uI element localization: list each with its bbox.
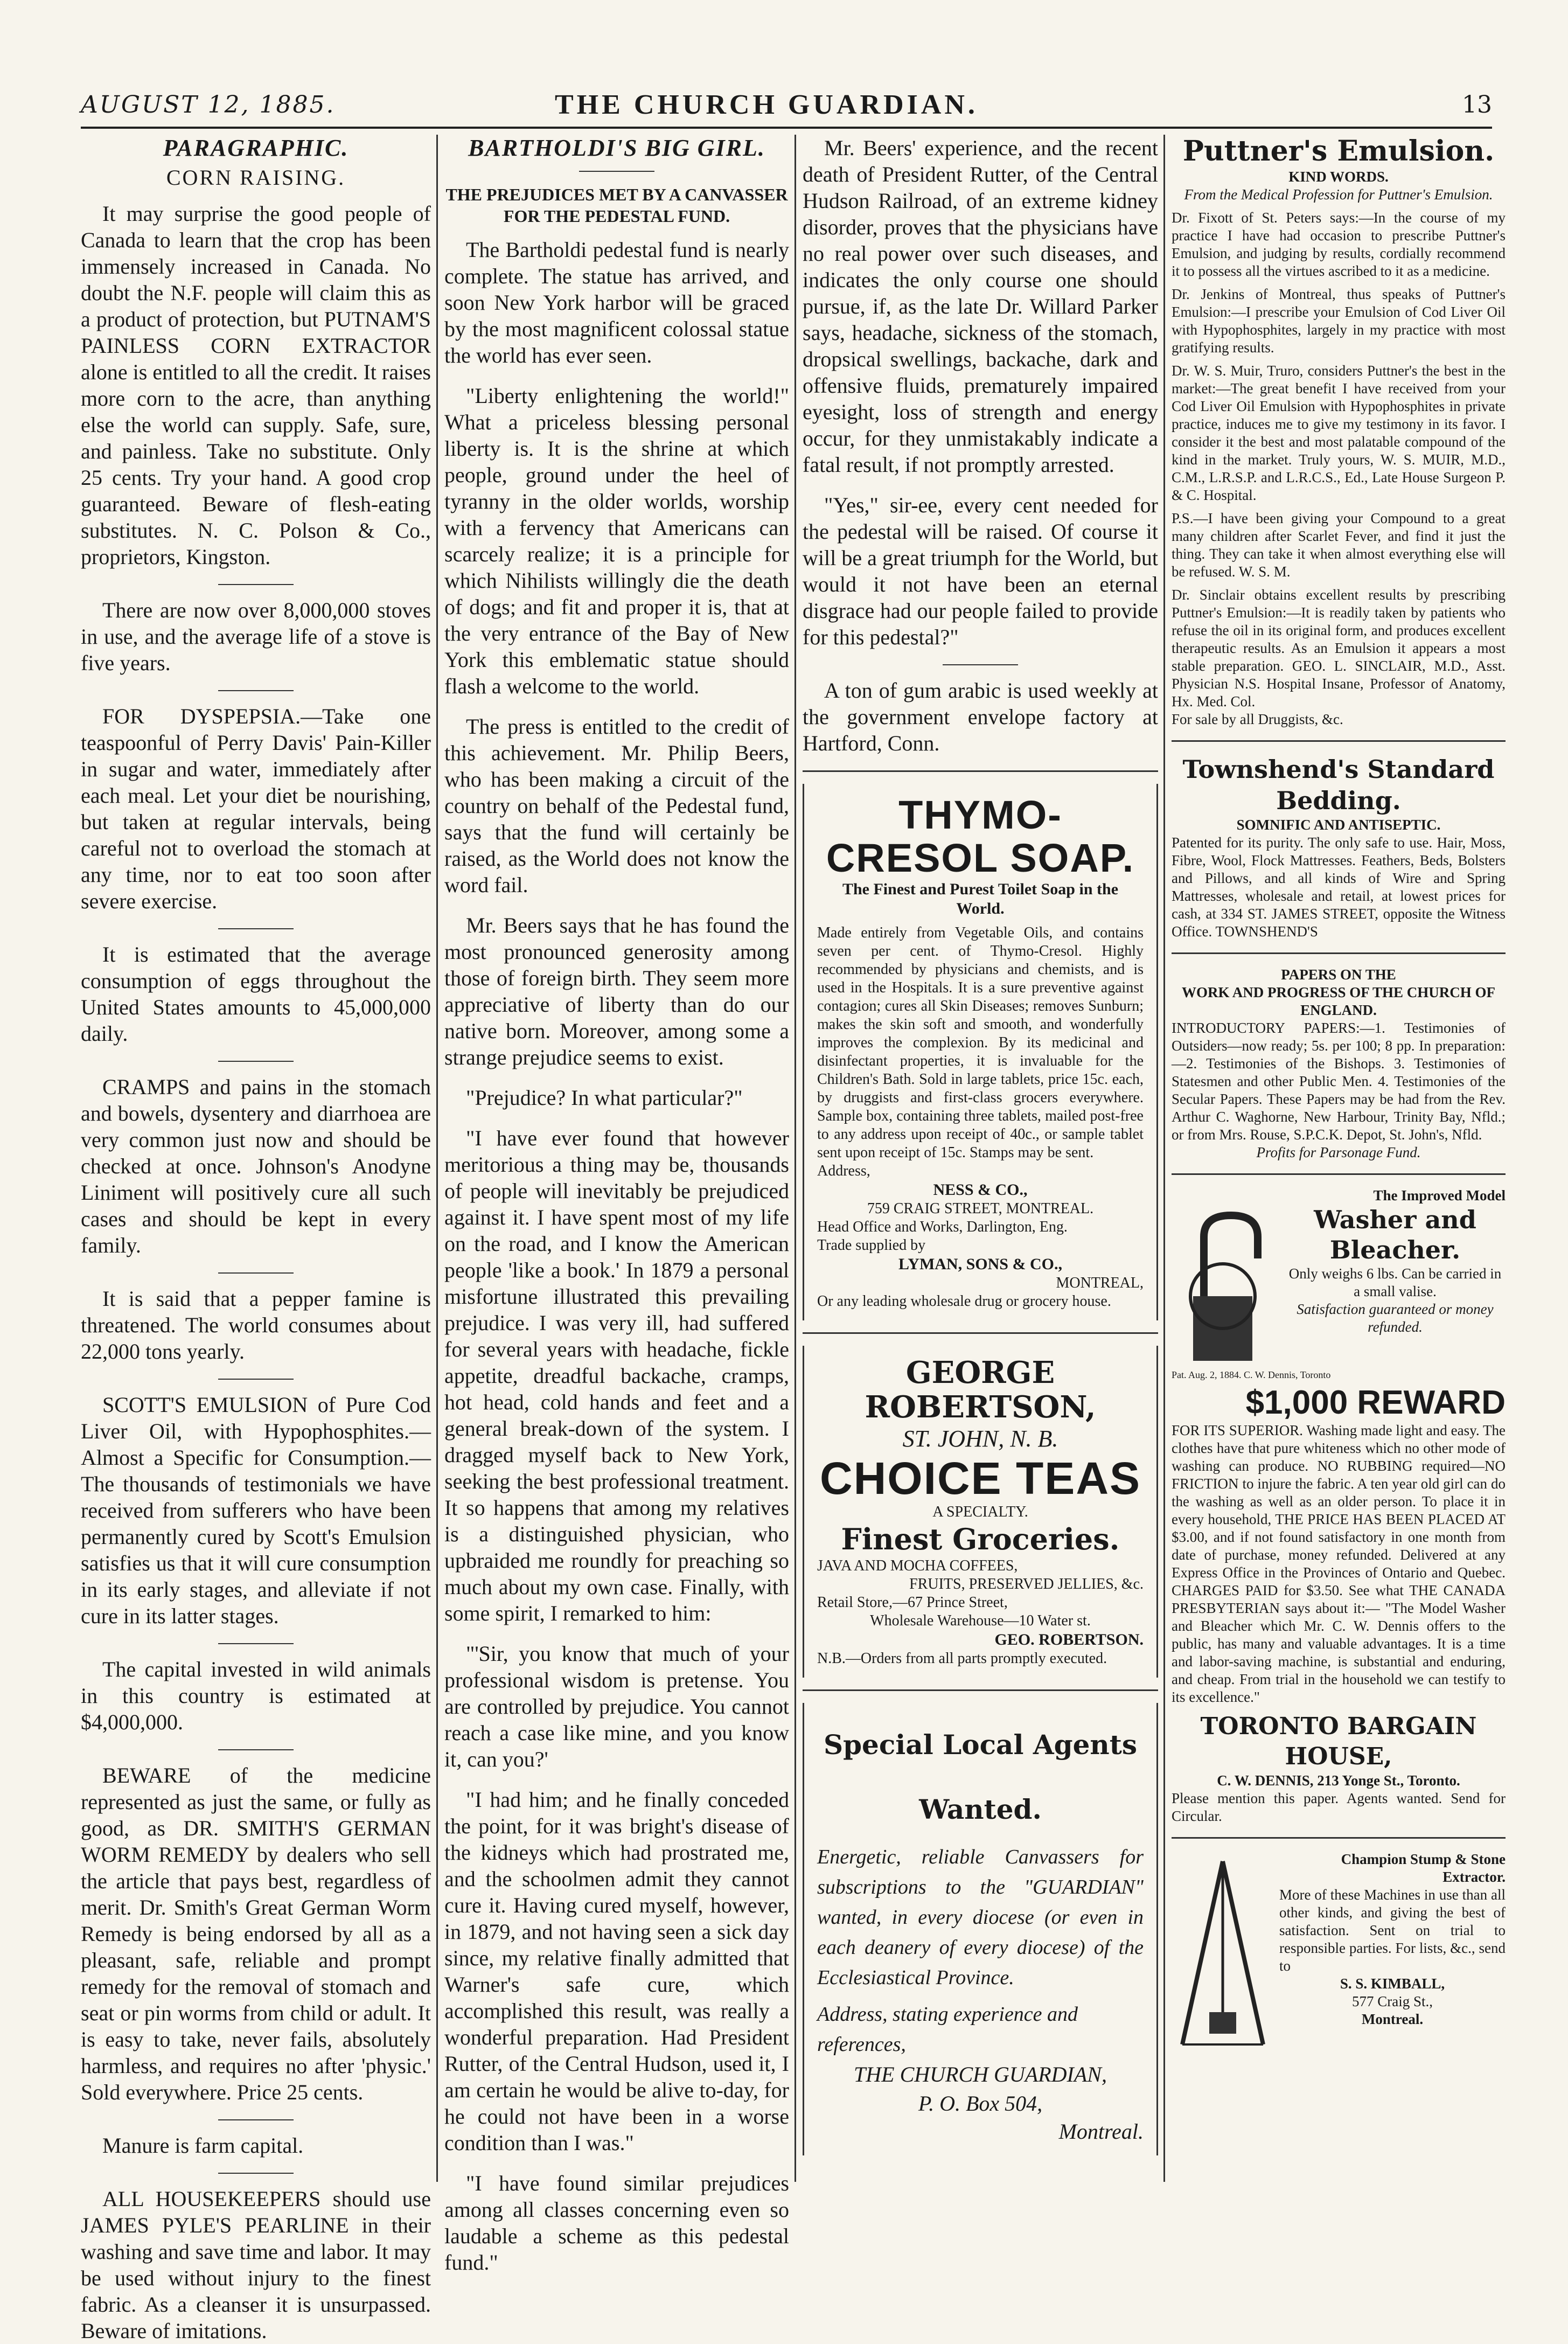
- paragraph: BEWARE of the medicine represented as just the same, or fully as good, as DR. SMITH'S GERMAN WORM REMEDY by dealers who sell the article that pays best, regardless of merit. Dr. Smith's Great German Worm Remedy is being endorsed by all as a pleasant, safe, reliable and prompt remedy for the removal of stomach and seat or pin worms from child or adult. It is easy to take, never fails, absolutely harmless, and requires no after 'physic.' Sold everywhere. Price 25 cents.: [81, 1763, 431, 2104]
- ad-title: Champion Stump & Stone Extractor.: [1341, 1851, 1506, 1885]
- separator: [218, 2173, 294, 2174]
- townshend-ad: [1172, 754, 1506, 941]
- ad-title: GEORGE ROBERTSON,: [865, 1355, 1096, 1425]
- robertson-ad: [803, 1346, 1158, 1678]
- ad-address: 759 CRAIG STREET, MONTREAL.: [867, 1200, 1094, 1217]
- separator: [218, 690, 294, 691]
- article-subheading: THE PREJUDICES MET BY A CANVASSER FOR THE PEDESTAL FUND.: [445, 185, 788, 226]
- ad-rule: [803, 1332, 1158, 1334]
- ad-title: Townshend's Standard Bedding.: [1182, 755, 1495, 815]
- ad-city: Montreal.: [1058, 2119, 1144, 2144]
- paragraph: Mr. Beers' experience, and the recent death of President Rutter, of the Central Hudson Railroad, of an extreme kidney disorder, proves that the physicians have no real power over such diseases, and indicates the only course one should pursue, if, as the late Dr. Willard Parker says, headache, sickness of the stomach, dropsical swellings, backache, dark and offensive fluids, prematurely impaired eyesight, loss of strength and energy occur, for they unmistakably indicate a fatal result, if not promptly arrested.: [803, 136, 1158, 477]
- ad-body: More of these Machines in use than all other kinds, and giving the best of satisfaction. Sent on trial to responsible parties. For lists, &c., send to: [1279, 1887, 1506, 1974]
- newspaper-title: THE CHURCH GUARDIAN.: [555, 89, 978, 120]
- ad-reward: $1,000 REWARD: [1245, 1384, 1506, 1421]
- separator: [218, 928, 294, 929]
- ad-address-label: Address,: [817, 1163, 870, 1179]
- article-heading: BARTHOLDI'S BIG GIRL.: [468, 135, 765, 161]
- ad-address: Address, stating experience and references,: [817, 2003, 1078, 2056]
- separator: [218, 1643, 294, 1644]
- ad-body: Energetic, reliable Canvassers for subscriptions to the "GUARDIAN" wanted, in every diocese (or even in each deanery of every diocese) of the Ecclesiastical Province.: [817, 1846, 1144, 1989]
- ad-firm: LYMAN, SONS & CO.,: [898, 1255, 1062, 1273]
- paragraph: "Liberty enlightening the world!" What a priceless blessing personal liberty is. It is the shrine at which people, ground under the heel of tyranny in the older worlds, worship with a fervency that Americans can scarcely realize; it is a principle for which Nihilists willingly die the death of dogs; and fit and proper it is, that at the very entrance of the Bay of New York this emblematic statue should flash a welcome to the world.: [444, 384, 789, 698]
- paragraph: The Bartholdi pedestal fund is nearly complete. The statue has arrived, and soon New York harbor will be graced by the most magnificent colossal statue the world has ever seen.: [444, 238, 789, 367]
- ad-line: Retail Store,—67 Prince Street,: [817, 1594, 1008, 1611]
- testimonial: P.S.—I have been giving your Compound to a great many children after Scarlet Fever, and find it just the thing. They can take it when almost everything else will be refused. W. S. M.: [1172, 510, 1506, 580]
- paragraph: A ton of gum arabic is used weekly at the government envelope factory at Hartford, Conn.: [803, 678, 1158, 755]
- ad-note: Please mention this paper. Agents wanted. Send for Circular.: [1172, 1790, 1506, 1824]
- paragraph: Manure is farm capital.: [102, 2133, 304, 2158]
- testimonial: Dr. W. S. Muir, Truro, considers Puttner's the best in the market:—The great benefit I have received from your Cod Liver Oil Emulsion with Hypophosphites in private practice, induces me to give my testimony in its favor. I consider it the best and most palatable compound of the kind in the market. Truly yours, W. S. MUIR, M.D., C.M., L.R.S.P. and L.R.C.S., Ed., Late House Surgeon P. & C. Hospital.: [1172, 363, 1506, 503]
- ad-specialty: A SPECIALTY.: [932, 1504, 1028, 1520]
- paragraph: The capital invested in wild animals in this country is estimated at $4,000,000.: [81, 1657, 431, 1734]
- ad-rule: [803, 1689, 1158, 1691]
- ad-sale: For sale by all Druggists, &c.: [1172, 711, 1343, 727]
- ad-place: ST. JOHN, N. B.: [902, 1425, 1058, 1452]
- separator: [218, 1272, 294, 1274]
- page-number: 13: [1462, 91, 1492, 119]
- ad-title: Puttner's Emulsion.: [1182, 135, 1495, 168]
- ad-title: PAPERS ON THE: [1281, 966, 1396, 983]
- ad-city: MONTREAL,: [1056, 1275, 1144, 1291]
- papers-ad: [1172, 966, 1506, 1161]
- column-divider: [436, 135, 438, 2182]
- stump-extractor-ad: [1172, 1851, 1506, 2055]
- ad-trade: Trade supplied by: [817, 1237, 926, 1254]
- separator: [579, 171, 654, 172]
- ad-subtitle: WORK AND PROGRESS OF THE CHURCH OF ENGLAND.: [1181, 984, 1496, 1018]
- separator: [218, 584, 294, 585]
- washer-ad: [1172, 1187, 1506, 1825]
- ad-rule: [1172, 740, 1506, 742]
- ad-title: The Improved Model: [1373, 1187, 1506, 1204]
- separator: [218, 1749, 294, 1750]
- testimonial: Dr. Sinclair obtains excellent results by prescribing Puttner's Emulsion:—It is readily taken by patients who refuse the oil in its original form, and produces excellent therapeutic results. As an Emulsion it appears a most stable preparation. GEO. L. SINCLAIR, M.D., Asst. Physician N.S. Hospital Insane, Professor of Anatomy, Hx. Med. Col.: [1172, 587, 1506, 710]
- paragraph: It is said that a pepper famine is threatened. The world consumes about 22,000 tons yearly.: [81, 1286, 431, 1364]
- article-subheading: CORN RAISING.: [166, 165, 346, 190]
- ad-city: Montreal.: [1361, 2011, 1424, 2027]
- column-advertisements-right: [1172, 135, 1506, 2176]
- ad-body: Made entirely from Vegetable Oils, and contains seven per cent. of Thymo-Cresol. Highly recommended by physicians and chemists, and is used in the Hospitals. It is a sure preventive against contagion; cures all Skin Diseases; removes Sunburn; makes the skin soft and smooth, and wonderfully improves the complexion. By its medicinal and disinfectant properties, it is invaluable for the Children's Bath. Sold in large tablets, price 15c. each, by druggists and first-class grocers everywhere. Sample box, containing three tablets, mailed post-free to any address upon receipt of 40c., or sample tablet sent upon receipt of 15c. Stamps may be sent.: [817, 924, 1144, 1161]
- ad-headline: CHOICE TEAS: [819, 1453, 1141, 1504]
- paragraph: "I had him; and he finally conceded the point, for it was bright's disease of the kidneys which had prostrated me, and the schoolmen admit they cannot cure it. Having cured myself, however, in 1879, and not having seen a sick day since, my relative finally admitted that Warner's safe cure, which accomplished this result, was really a wonderful preparation. Had President Rutter, of the Central Hudson, used it, I am certain he would be alive to-day, for he could not have been in a worse condition than I was.": [444, 1787, 789, 2155]
- ad-body: Patented for its purity. The only safe to use. Hair, Moss, Fibre, Wool, Flock Mattresses. Feathers, Beds, Bolsters and Pillows, and all kinds of Wire and Spring Mattresses, wholesale and retail, at lowest prices for cash, at 334 ST. JAMES STREET, opposite the Witness Office. TOWNSHEND'S: [1172, 834, 1506, 940]
- paragraph: ALL HOUSEKEEPERS should use JAMES PYLE'S PEARLINE in their washing and save time and labor. It may be used without injury to the finest fabric. As a cleanser it is unsurpassed. Beware of imitations.: [81, 2187, 431, 2343]
- ad-tagline: The Finest and Purest Toilet Soap in the World.: [842, 880, 1119, 917]
- paragraph: "I have ever found that however meritorious a thing may be, thousands of people will inevitably be prejudiced against it. I have spent most of my life on the road, and I know the American people 'like a book.' In 1879 a personal misfortune illustrated this prevailing prejudice. I was very ill, had suffered for several years with headache, fickle appetite, dreadful backache, cramps, hot head, cold hands and feet and a general break-down of the system. I dragged myself back to New York, seeking the best professional treatment. It so happens that among my relatives is a distinguished physician, who upbraided me roundly for preaching so much about my own case. Finally, with some spirit, I remarked to him:: [444, 1126, 789, 1625]
- ad-paper: THE CHURCH GUARDIAN,: [854, 2062, 1107, 2086]
- ad-rule: [803, 770, 1158, 772]
- agents-wanted-ad: [803, 1703, 1158, 2155]
- puttner-ad: [1172, 135, 1506, 728]
- ad-subtitle: SOMNIFIC AND ANTISEPTIC.: [1236, 817, 1441, 833]
- ad-firm: NESS & CO.,: [933, 1181, 1028, 1199]
- ad-line: Wholesale Warehouse—10 Water st.: [870, 1612, 1091, 1629]
- column-bartholdi: [444, 135, 789, 2275]
- separator: [218, 2119, 294, 2120]
- ad-store: TORONTO BARGAIN HOUSE,: [1200, 1713, 1477, 1770]
- ad-rule: [1172, 952, 1506, 954]
- paragraph: "Yes," sir-ee, every cent needed for the pedestal will be raised. Of course it will be a great triumph for the World, but would it not have been an eternal disgrace had our people failed to provide for this pedestal?": [803, 493, 1158, 649]
- ad-body: FOR ITS SUPERIOR. Washing made light and easy. The clothes have that pure whiteness which no other mode of washing can produce. NO RUBBING required—NO FRICTION to injure the fabric. A ten year old girl can do the washing as well as an older person. To place it in every household, THE PRICE HAS BEEN PLACED AT $3.00, and if not found satisfactory in one month from date of purchase, money refunded. Delivered at any Express Office in the Provinces of Ontario and Quebec. CHARGES PAID for $3.50. See what THE CANADA PRESBYTERIAN says about it:— "The Model Washer and Bleacher which Mr. C. W. Dennis offers to the public, has many and valuable advantages. It is a time and labor-saving machine, is substantial and enduring, and cheap. From trial in the household we can testify to its excellence.": [1172, 1422, 1506, 1705]
- ad-rule: [1172, 1173, 1506, 1175]
- ad-line: JAVA AND MOCHA COFFEES,: [817, 1557, 1018, 1574]
- ad-weight: Only weighs 6 lbs. Can be carried in a small valise.: [1288, 1265, 1502, 1299]
- column-advertisements-center: [803, 135, 1158, 2176]
- ad-title: THYMO-CRESOL SOAP.: [826, 792, 1135, 880]
- paragraph: FOR DYSPEPSIA.—Take one teaspoonful of Perry Davis' Pain-Killer in sugar and water, immediately after each meal. Let your diet be nourishing, but taken at regular intervals, being careful not to overload the stomach at any time, nor to eat too soon after severe exercise.: [81, 704, 431, 913]
- ad-line: FRUITS, PRESERVED JELLIES, &c.: [909, 1576, 1144, 1592]
- ad-body: INTRODUCTORY PAPERS:—1. Testimonies of Outsiders—now ready; 5s. per 100; 8 pp. In preparation:—2. Testimonies of the Bishops. 3. Testimonies of Statesmen and other Public Men. 4. Testimonies of the Secular Papers. These Papers may be had from the Rev. Arthur C. Waghorne, New Harbour, Trinity Bay, Nfld.; or from Mrs. Rouse, S.P.C.K. Depot, St. John's, Nfld.: [1172, 1020, 1506, 1143]
- ad-rule: [1172, 1837, 1506, 1839]
- issue-date: AUGUST 12, 1885.: [81, 91, 336, 119]
- paragraph: "'Sir, you know that much of your professional wisdom is pretense. You are controlled by prejudice. You cannot reach a case like mine, and you know it, can you?': [444, 1642, 789, 1771]
- separator: [218, 1379, 294, 1380]
- separator: [218, 1061, 294, 1062]
- section-heading: PARAGRAPHIC.: [163, 135, 349, 161]
- paragraph: SCOTT'S EMULSION of Pure Cod Liver Oil, with Hypophosphites.— Almost a Specific for Consumption.— The thousands of testimonials we have received from sufferers who have been permanently cured by Scott's Emulsion satisfies us that it will cure consumption in its early stages, and alleviate if not cure in its latter stages.: [81, 1393, 431, 1628]
- ad-from: From the Medical Profession for Puttner's Emulsion.: [1184, 186, 1493, 203]
- thymo-cresol-ad: [803, 784, 1158, 1320]
- paragraph: CRAMPS and pains in the stomach and bowels, dysentery and diarrhoea are very common just now and should be checked at once. Johnson's Anodyne Liniment will positively cure all such cases and should be kept in every family.: [81, 1075, 431, 1257]
- paragraph: "I have found similar prejudices among all classes concerning even so laudable a scheme as this pedestal fund.": [444, 2171, 789, 2275]
- paragraph: The press is entitled to the credit of this achievement. Mr. Philip Beers, who has been making a circuit of the country on behalf of the Pedestal fund, says that the fund will certainly be raised, as the World does not know the word fail.: [444, 714, 789, 897]
- column-divider: [795, 135, 796, 2182]
- ad-head-office: Head Office and Works, Darlington, Eng.: [817, 1219, 1068, 1235]
- stump-extractor-illustration: [1172, 1851, 1274, 2055]
- ad-headline: Finest Groceries.: [841, 1522, 1120, 1556]
- ad-address: C. W. DENNIS, 213 Yonge St., Toronto.: [1217, 1772, 1460, 1789]
- ad-signature: GEO. ROBERTSON.: [994, 1631, 1144, 1649]
- testimonial: Dr. Jenkins of Montreal, thus speaks of Puttner's Emulsion:—I prescribe your Emulsion of Cod Liver Oil with Hypophosphites, largely in my practice with most gratifying results.: [1172, 286, 1506, 356]
- ad-guarantee: Satisfaction guaranteed or money refunded.: [1297, 1301, 1494, 1335]
- column-divider: [1163, 135, 1165, 2182]
- testimonial: Dr. Fixott of St. Peters says:—In the course of my practice I have had occasion to prescribe Puttner's Emulsion, and judging by results, cordially recommend it to possess all the virtues ascribed to it as a medicine.: [1172, 210, 1506, 279]
- ad-subtitle: KIND WORDS.: [1288, 169, 1389, 185]
- ad-title: Special Local Agents Wanted.: [823, 1729, 1138, 1825]
- separator: [943, 664, 1018, 665]
- masthead: [81, 89, 1492, 129]
- ad-profits: Profits for Parsonage Fund.: [1256, 1144, 1421, 1160]
- ad-footer: Or any leading wholesale drug or grocery house.: [817, 1293, 1111, 1310]
- washer-illustration: [1172, 1205, 1279, 1366]
- ad-sender: S. S. KIMBALL,: [1340, 1976, 1445, 1992]
- paragraph: "Prejudice? In what particular?": [466, 1086, 743, 1110]
- ad-box: P. O. Box 504,: [918, 2091, 1043, 2116]
- ad-note: N.B.—Orders from all parts promptly executed.: [817, 1650, 1107, 1667]
- column-paragraphic: [81, 135, 431, 2343]
- paragraph: It is estimated that the average consumption of eggs throughout the United States amounts to 45,000,000 daily.: [81, 942, 431, 1046]
- ad-street: 577 Craig St.,: [1351, 1993, 1433, 2009]
- ad-patent: Pat. Aug. 2, 1884. C. W. Dennis, Toronto: [1172, 1369, 1331, 1380]
- paragraph: Mr. Beers says that he has found the most pronounced generosity among those of foreign birth. They seem more appreciative of liberty than do our native born. Moreover, among some a strange prejudice seems to exist.: [444, 913, 789, 1069]
- paragraph: It may surprise the good people of Canada to learn that the crop has been immensely increased in Canada. No doubt the N.F. people will claim this as a product of protection, but PUTNAM'S PAINLESS CORN EXTRACTOR alone is entitled to all the credit. It raises more corn to the acre, than anything else the world can supply. Safe, sure, and painless. Take no substitute. Only 25 cents. Try your hand. A good crop guaranteed. Beware of flesh-eating substitutes. N. C. Polson & Co., proprietors, Kingston.: [81, 201, 431, 569]
- paragraph: There are now over 8,000,000 stoves in use, and the average life of a stove is five years.: [81, 598, 431, 675]
- ad-name: Washer and Bleacher.: [1314, 1205, 1476, 1264]
